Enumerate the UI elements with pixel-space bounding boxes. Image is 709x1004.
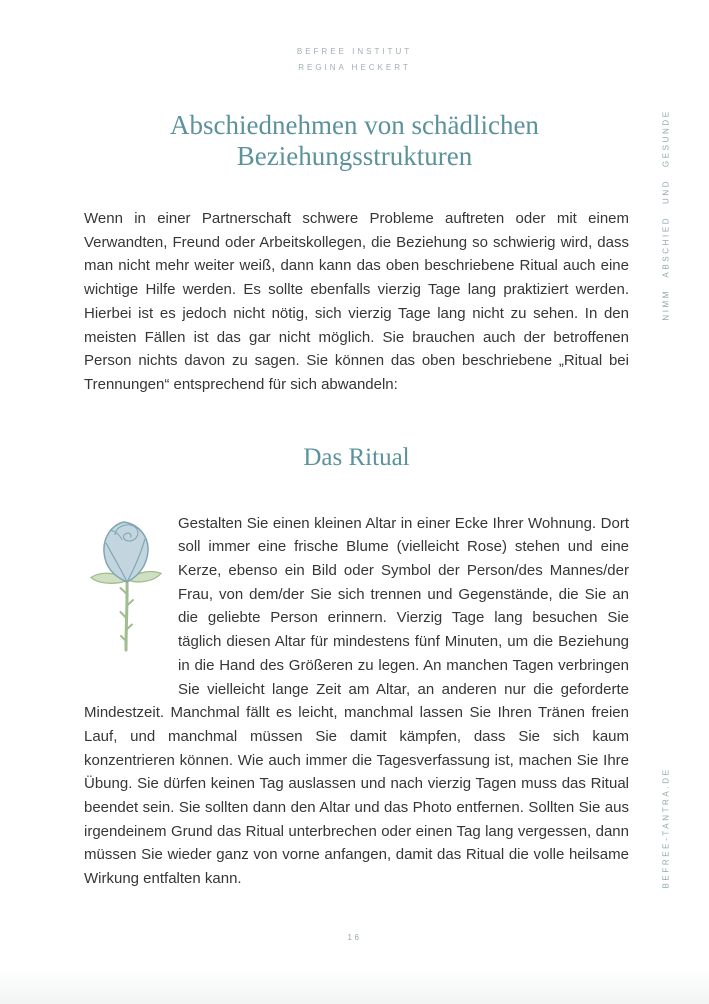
page-number: 16	[347, 933, 362, 942]
rose-icon	[86, 514, 178, 678]
page-title	[0, 110, 709, 172]
main-content	[84, 207, 629, 891]
ritual-section	[84, 512, 629, 891]
rose-illustration-svg	[86, 514, 166, 654]
sidebar-website: BEFREE-TANTRA.DE	[661, 767, 671, 889]
header-institute: BEFREE INSTITUT	[296, 47, 413, 56]
intro-paragraph: Wenn in einer Partnerschaft schwere Probleme auftreten oder mit einem Verwandten, Freund oder Arbeitskollegen, die Beziehung so schwierig wird, dass man nicht mehr weiter weiß, dann kann das oben beschriebene Ritual auch eine wichtige Hilfe werden. Es sollte ebenfalls vierzig Tage lang praktiziert werden. Hierbei ist es jedoch nicht nötig, sich vierzig Tage lang nicht zu sehen. In den meisten Fällen ist das gar nicht möglich. Sie brauchen auch der betroffenen Person nichts davon zu sagen. Sie können das oben beschriebene „Ritual bei Trennungen“ entsprechend für sich abwandeln:	[84, 210, 629, 393]
header-author: REGINA HECKERT	[298, 63, 411, 72]
page-header	[0, 0, 709, 76]
page-title-line2: Beziehungsstrukturen	[236, 141, 473, 171]
ritual-paragraph: Gestalten Sie einen kleinen Altar in einer Ecke Ihrer Wohnung. Dort soll immer eine frische Blume (vielleicht Rose) stehen und eine Kerze, ebenso ein Bild oder Symbol der Person/des Mannes/der Frau, von dem/der Sie sich trennen und Gegenstände, die Sie an die geliebte Person erinnern. Vierzig Tage lang besuchen Sie täglich diesen Altar für mindestens fünf Minuten, um die Beziehung in die Hand des Größeren zu legen. An manchen Tagen verbringen Sie vielleicht lange Zeit am Altar, an anderen nur die geforderte Mindestzeit. Manchmal fällt es leicht, manchmal lassen Sie Ihren Tränen freien Lauf, und manchmal müssen Sie damit kämpfen, dass Sie sich kaum konzentrieren können. Wie auch immer die Tagesverfassung ist, machen Sie Ihre Übung. Sie dürfen keinen Tag auslassen und nach vierzig Tagen muss das Ritual beendet sein. Sie sollten dann den Altar und das Photo entfernen. Sollten Sie aus irgendeinem Grund das Ritual unterbrechen oder einen Tag lang vergessen, dann müssen Sie wieder ganz von vorne anfangen, damit das Ritual die volle heilsame Wirkung entfalten kann.	[84, 514, 629, 888]
section-heading: Das Ritual	[303, 443, 410, 471]
sidebar-tagline: NIMM ABSCHIED UND GESUNDE	[661, 109, 671, 321]
page-title-line1: Abschiednehmen von schädlichen	[170, 110, 539, 140]
page-bottom-shadow	[0, 968, 709, 1004]
